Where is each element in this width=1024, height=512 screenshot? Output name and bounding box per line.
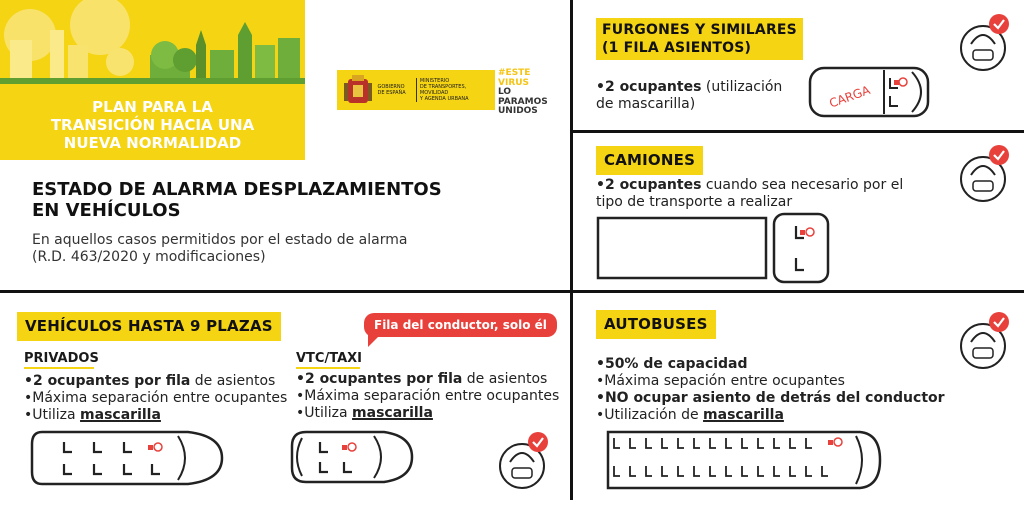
- vtc-l1-rest: de asientos: [462, 371, 548, 387]
- gobierno-line1: GOBIERNO: [377, 84, 405, 90]
- furgones-title-line1: FURGONES Y SIMILARES: [602, 22, 797, 38]
- banner-title-line1: PLAN PARA LA: [92, 98, 213, 116]
- camiones-text: [596, 177, 903, 211]
- mask-check-icon-vehiculos: [494, 430, 556, 492]
- horizontal-divider-left: [0, 290, 570, 293]
- autobuses-l2: •Máxima sepación entre ocupantes: [596, 373, 845, 389]
- furgones-rest1: (utilización: [701, 79, 783, 95]
- ministerio-line2: DE TRANSPORTES, MOVILIDAD: [419, 84, 467, 96]
- camiones-bold: •2 ocupantes: [596, 177, 702, 193]
- autobuses-title: AUTOBUSES: [596, 310, 716, 339]
- furgones-title: [596, 18, 803, 60]
- privados-title: PRIVADOS: [24, 351, 99, 366]
- city-skyline-illustration: [0, 0, 305, 90]
- van-illustration: [806, 64, 936, 120]
- truck-illustration: [596, 210, 836, 284]
- callout-tail: [366, 335, 382, 347]
- horizontal-divider-right-2: [573, 290, 1024, 293]
- furgones-title-line2: (1 FILA ASIENTOS): [602, 40, 752, 56]
- banner-title-line2: TRANSICIÓN HACIA UNA: [50, 116, 255, 134]
- campaign-line4: PARAMOS: [498, 96, 548, 107]
- privados-l3-pre: •Utiliza: [24, 407, 81, 423]
- furgones-rest2: de mascarilla): [596, 96, 696, 112]
- vtc-underline: [296, 367, 360, 369]
- privados-underline: [24, 367, 94, 369]
- camiones-rest2: tipo de transporte a realizar: [596, 194, 793, 210]
- ministerio-line3: Y AGENDA URBANA: [419, 96, 469, 102]
- intro-heading: [32, 179, 442, 221]
- autobuses-l4-u: mascarilla: [703, 407, 784, 423]
- intro-heading-line1: ESTADO DE ALARMA DESPLAZAMIENTOS: [32, 179, 442, 200]
- furgones-bold: •2 ocupantes: [596, 79, 702, 95]
- mask-check-icon-autobuses: [955, 310, 1017, 372]
- autobuses-l4-pre: •Utilización de: [596, 407, 704, 423]
- gov-logo: [337, 70, 495, 110]
- vtc-l3-pre: •Utiliza: [296, 405, 353, 421]
- vtc-title: VTC/TAXI: [296, 351, 362, 366]
- banner-title-line3: NUEVA NORMALIDAD: [63, 134, 242, 152]
- intro-desc-line2: (R.D. 463/2020 y modificaciones): [32, 249, 266, 265]
- camiones-rest1: cuando sea necesario por el: [701, 177, 904, 193]
- van-carga-label: CARGA: [827, 82, 873, 111]
- ministerio-line1: MINISTERIO: [419, 78, 450, 84]
- banner-panel: [0, 0, 305, 160]
- privados-l1-rest: de asientos: [190, 373, 276, 389]
- callout-bubble: [364, 313, 557, 337]
- intro-description: [32, 232, 407, 266]
- gobierno-line2: DE ESPAÑA: [377, 90, 406, 96]
- campaign-line1: #ESTE: [498, 68, 531, 78]
- camiones-title: CAMIONES: [596, 146, 703, 175]
- mask-check-icon-camiones: [955, 143, 1017, 205]
- coat-of-arms-icon: [342, 73, 374, 107]
- vtc-l3-u: mascarilla: [352, 405, 433, 421]
- vertical-divider: [570, 0, 573, 500]
- banner-title: [0, 98, 305, 152]
- campaign-line2: VIRUS: [498, 77, 530, 88]
- vtc-text: [296, 371, 559, 422]
- intro-desc-line1: En aquellos casos permitidos por el estado de alarma: [32, 232, 408, 248]
- car-private-illustration: [28, 428, 228, 488]
- autobuses-text: [596, 356, 945, 424]
- bus-illustration: [604, 428, 884, 492]
- privados-l2: •Máxima separación entre ocupantes: [24, 390, 288, 406]
- privados-text: [24, 373, 287, 424]
- campaign-line3: LO: [498, 87, 512, 97]
- autobuses-l1: •50% de capacidad: [596, 356, 748, 372]
- mask-check-icon-furgones: [955, 12, 1017, 74]
- vehiculos-title: VEHÍCULOS HASTA 9 PLAZAS: [17, 312, 281, 341]
- autobuses-l3: •NO ocupar asiento de detrás del conductor: [596, 390, 945, 406]
- campaign-line5: UNIDOS: [498, 106, 538, 116]
- car-taxi-illustration: [288, 428, 418, 486]
- campaign-logo: [498, 69, 548, 117]
- callout-text: Fila del conductor, solo él: [374, 318, 547, 332]
- horizontal-divider-right-1: [573, 130, 1024, 133]
- intro-heading-line2: EN VEHÍCULOS: [32, 200, 181, 221]
- vtc-l2: •Máxima separación entre ocupantes: [296, 388, 560, 404]
- privados-l3-u: mascarilla: [80, 407, 161, 423]
- vtc-l1-bold: •2 ocupantes por fila: [296, 371, 463, 387]
- privados-l1-bold: •2 ocupantes por fila: [24, 373, 191, 389]
- furgones-text: [596, 79, 782, 113]
